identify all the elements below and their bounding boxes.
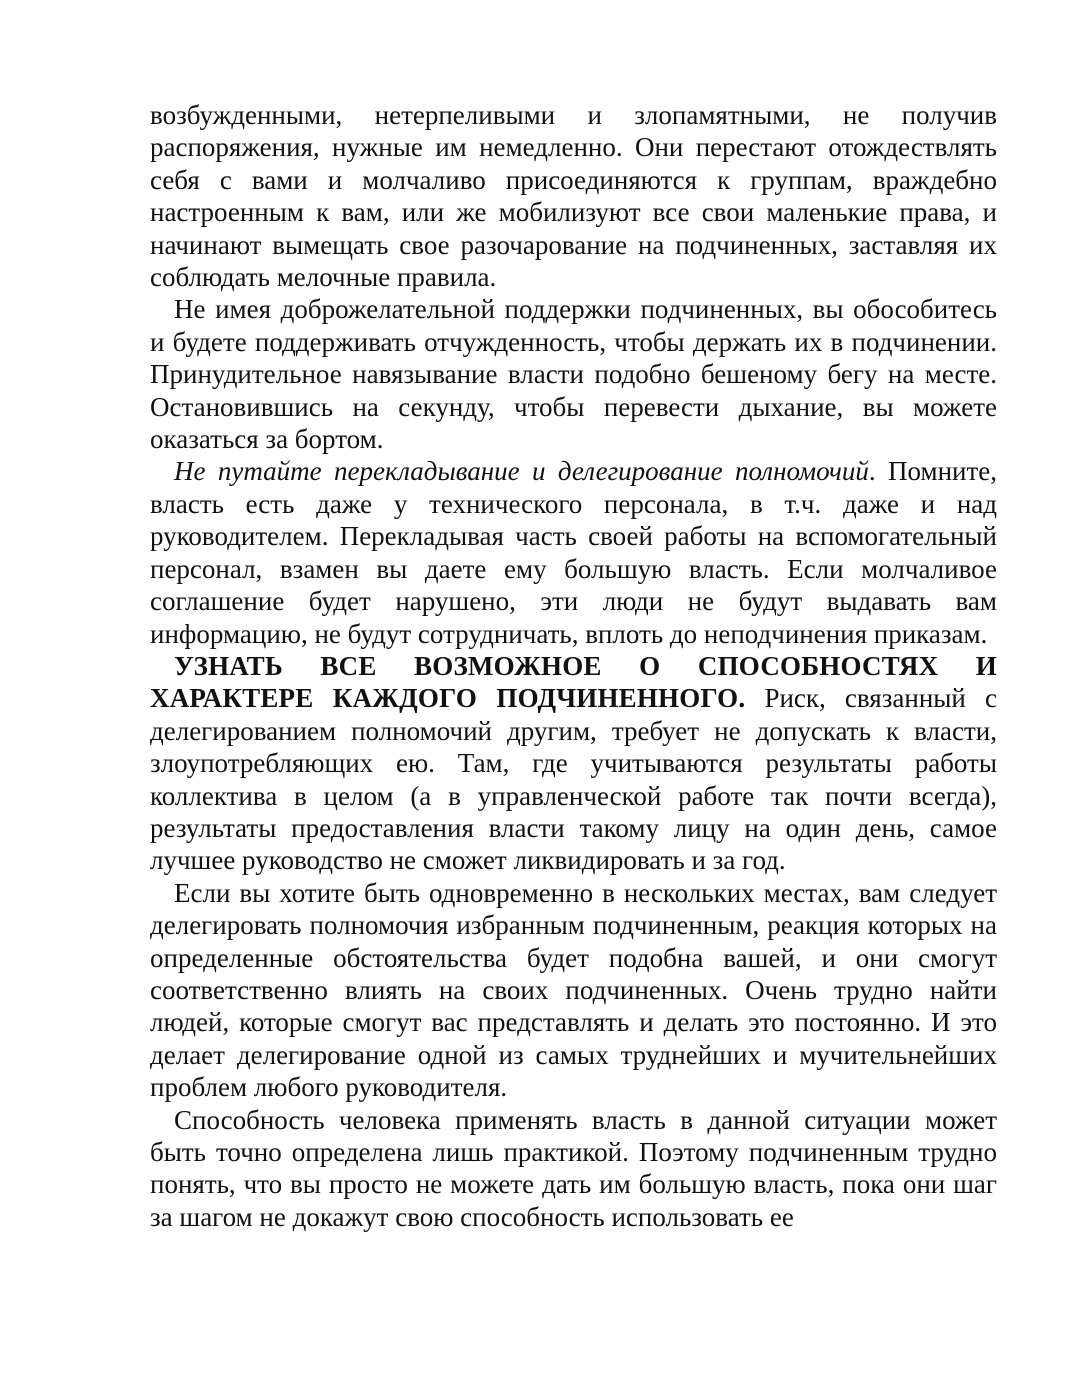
paragraph-4-text: Риск, связанный с делегированием полномочий другим, требует не допускать к власти, злоупотребляющих ею. Там, где учитываются результаты работы коллектива в целом (а в управленческой работе так почти всегда), результаты предоставления власти такому лицу на один день, самое лучшее руководство не сможет ликвидировать и за год. xyxy=(150,683,997,876)
paragraph-2-text: Не имея доброжелательной поддержки подчиненных, вы обособитесь и будете поддерживать отчужденность, чтобы держать их в подчинении. Принудительное навязывание власти подобно бешеному бегу на месте. Остановившись на секунду, чтобы перевести дыхание, вы можете оказаться за бортом. xyxy=(150,294,997,455)
paragraph-3-italic-lead: Не путайте перекладывание и делегирование полномочий xyxy=(174,456,869,487)
paragraph-2 xyxy=(150,293,997,455)
paragraph-6 xyxy=(150,1104,997,1234)
paragraph-6-text: Способность человека применять власть в данной ситуации может быть точно определена лишь практикой. Поэтому подчиненным трудно понять, что вы просто не можете дать им большую власть, пока они шаг за шагом не докажут свою способность использовать ее xyxy=(150,1104,997,1232)
paragraph-1 xyxy=(150,99,997,293)
section-heading: УЗНАТЬ ВСЕ ВОЗМОЖНОЕ О СПОСОБНОСТЯХ И ХАРАКТЕРЕ КАЖДОГО ПОДЧИНЕННОГО. xyxy=(150,650,997,714)
paragraph-5-text: Если вы хотите быть одновременно в нескольких местах, вам следует делегировать полномочия избранным подчиненным, реакция которых на определенные обстоятельства будет подобна вашей, и они смогут соответственно влиять на своих подчиненных. Очень трудно найти людей, которые смогут вас представлять и делать это постоянно. И это делает делегирование одной из самых труднейших и мучительнейших проблем любого руководителя. xyxy=(150,877,997,1103)
paragraph-1-text: возбужденными, нетерпеливыми и злопамятными, не получив распоряжения, нужные им немедленно. Они перестают отождествлять себя с вами и молчаливо присоединяются к группам, враждебно настроенным к вам, или же мобилизуют все свои маленькие права, и начинают вымещать свое разочарование на подчиненных, заставляя их соблюдать мелочные правила. xyxy=(150,100,997,293)
document-page xyxy=(150,99,997,1233)
paragraph-4 xyxy=(150,650,997,877)
paragraph-3 xyxy=(150,455,997,649)
paragraph-5 xyxy=(150,877,997,1104)
paragraph-3-text: . Помните, власть есть даже у технического персонала, в т.ч. даже и над руководителем. Перекладывая часть своей работы на вспомогательный персонал, взамен вы даете ему большую власть. Если молчаливое соглашение будет нарушено, эти люди не будут выдавать вам информацию, не будут сотрудничать, вплоть до неподчинения приказам. xyxy=(150,456,997,649)
